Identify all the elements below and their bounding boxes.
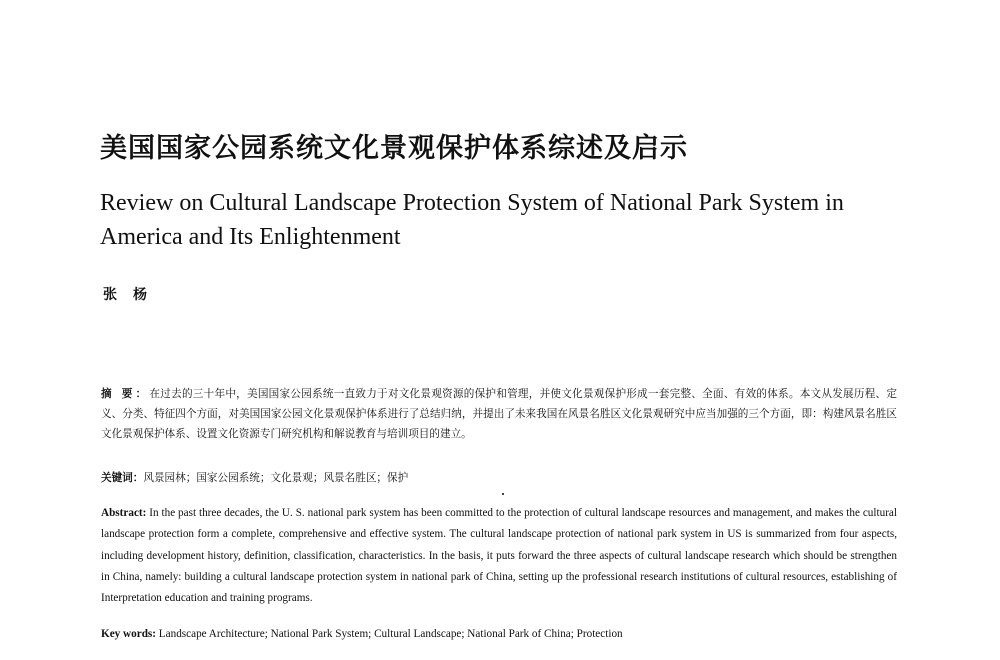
- author-name: 张杨: [103, 287, 163, 303]
- english-abstract-label: Abstract:: [101, 507, 147, 519]
- chinese-abstract-text: 在过去的三十年中，美国国家公园系统一直致力于对文化景观资源的保护和管理，并使文化景观保护形成一套完整、全面、有效的体系。本文从发展历程、定义、分类、特征四个方面，对美国国家公园文化景观保护体系进行了总结归纳，并提出了未来我国在风景名胜区文化景观研究中应当加强的三个方面，即：构建风景名胜区文化景观保护体系、设置文化资源专门研究机构和解说教育与培训项目的建立。: [101, 388, 897, 440]
- scan-speck: [502, 493, 504, 495]
- chinese-abstract: [101, 384, 897, 444]
- english-abstract: [101, 503, 897, 609]
- chinese-keywords-text: 风景园林；国家公园系统；文化景观；风景名胜区；保护: [143, 472, 409, 484]
- chinese-keywords-label: 关键词：: [101, 472, 144, 484]
- chinese-abstract-label: 摘 要：: [101, 388, 150, 400]
- english-keywords: [101, 624, 897, 644]
- english-abstract-text: In the past three decades, the U. S. national park system has been committed to the protection of cultural landscape resources and management, and makes the cultural landscape protection form a complete, comprehensive and effective system. The cultural landscape protection of national park system in US is summarized from four aspects, including development history, definition, classification, characteristics. In the basis, it puts forward the three aspects of cultural landscape research which should be strengthen in China, namely: building a cultural landscape protection system in national park of China, setting up the professional research institutions of cultural resources, establishing of Interpretation education and training programs.: [101, 507, 897, 605]
- english-keywords-label: Key words:: [101, 628, 156, 640]
- chinese-title: 美国国家公园系统文化景观保护体系综述及启示: [100, 133, 688, 164]
- chinese-keywords: [101, 468, 897, 488]
- english-keywords-text: Landscape Architecture; National Park System; Cultural Landscape; National Park of China; Protection: [158, 628, 623, 640]
- english-title: Review on Cultural Landscape Protection System of National Park System in America and Its Enlightenment: [100, 190, 844, 250]
